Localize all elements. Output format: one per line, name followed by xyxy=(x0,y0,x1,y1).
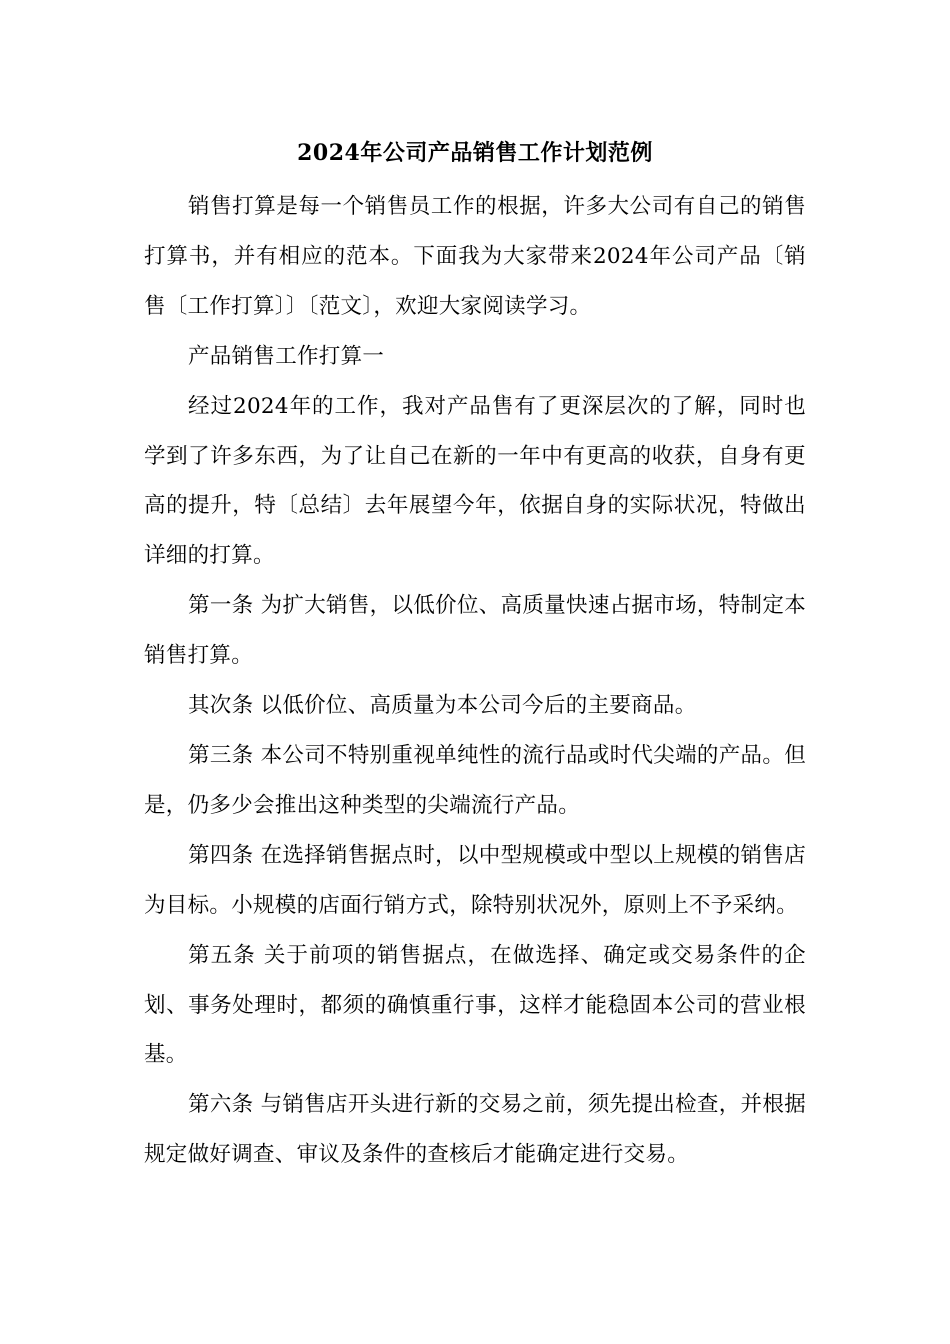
paragraph-intro: 销售打算是每一个销售员工作的根据，许多大公司有自己的销售打算书，并有相应的范本。下面我为大家带来2024年公司产品〔销售〔工作打算〕〕〔范文〕，欢迎大家阅读学习。 xyxy=(144,194,806,319)
paragraph-article-4: 第四条 在选择销售据点时，以中型规模或中型以上规模的销售店为目标。小规模的店面行销方式，除特别状况外，原则上不予采纳。 xyxy=(144,842,806,918)
paragraph-summary: 经过2024年的工作，我对产品售有了更深层次的了解，同时也学到了许多东西，为了让自己在新的一年中有更高的收获，自身有更高的提升，特〔总结〕去年展望今年，依据自身的实际状况，特做出详细的打算。 xyxy=(144,393,806,569)
paragraph-section-heading: 产品销售工作打算一 xyxy=(188,343,385,369)
document-title: 2024年公司产品销售工作计划范例 xyxy=(297,140,653,166)
document-body xyxy=(144,182,806,1180)
paragraph-article-3: 第三条 本公司不特别重视单纯性的流行品或时代尖端的产品。但是，仍多少会推出这种类型的尖端流行产品。 xyxy=(144,742,806,818)
paragraph-article-5: 第五条 关于前项的销售据点，在做选择、确定或交易条件的企划、事务处理时，都须的确慎重行事，这样才能稳固本公司的营业根基。 xyxy=(144,942,806,1068)
paragraph-article-6: 第六条 与销售店开头进行新的交易之前，须先提出检查，并根据规定做好调查、审议及条件的查核后才能确定进行交易。 xyxy=(144,1092,806,1168)
paragraph-article-2: 其次条 以低价位、高质量为本公司今后的主要商品。 xyxy=(188,693,697,719)
paragraph-article-1: 第一条 为扩大销售，以低价位、高质量快速占据市场，特制定本销售打算。 xyxy=(144,593,806,669)
